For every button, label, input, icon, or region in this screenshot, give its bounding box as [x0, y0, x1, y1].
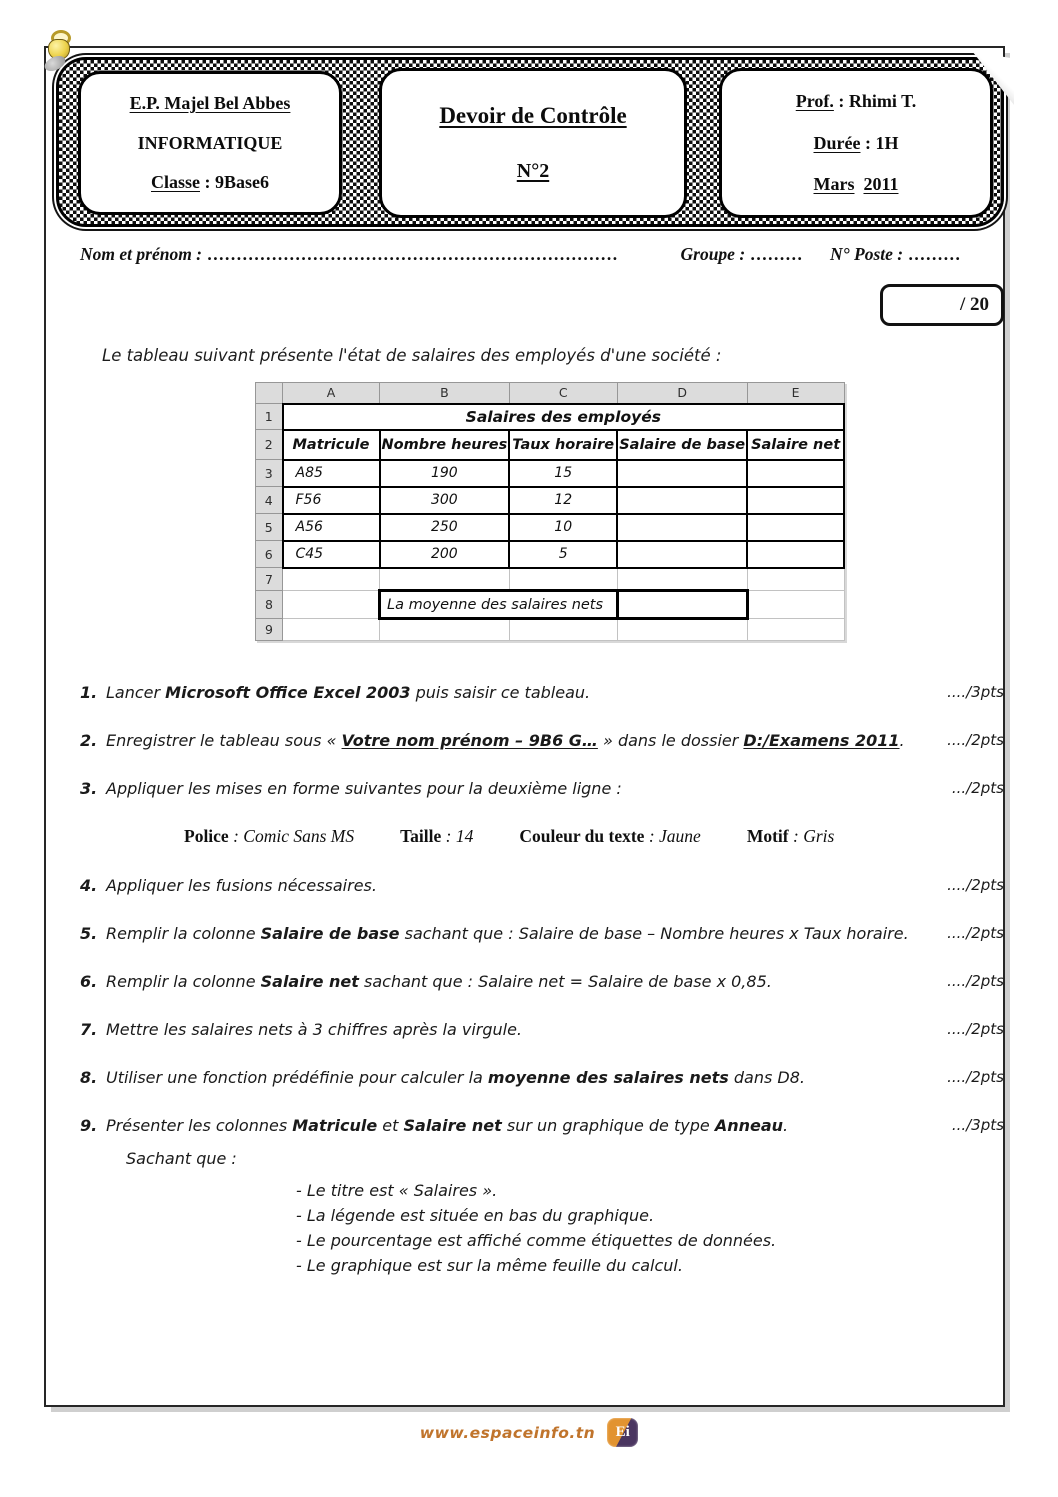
sheet-cell: 300 [380, 487, 510, 514]
sheet-cell [747, 514, 844, 541]
question-item [80, 682, 1004, 703]
sachant-items [296, 1178, 1004, 1278]
sheet-cell [747, 487, 844, 514]
question-points: ..../2pts [947, 731, 1004, 749]
column-header-row [256, 383, 845, 404]
question-text: Utiliser une fonction prédéfinie pour calculer la moyenne des salaires nets dans D8. [106, 1068, 806, 1087]
questions-list [80, 682, 1004, 1278]
question-text: Appliquer les fusions nécessaires. [106, 876, 377, 895]
column-header: A [283, 383, 380, 404]
sheet-header-cell: Taux horaire [509, 430, 617, 460]
sheet-cell [747, 460, 844, 487]
school-box [78, 71, 342, 215]
sheet-cell: 250 [380, 514, 510, 541]
date-line: Mars 2011 [813, 173, 899, 194]
sheet-cell [747, 619, 844, 641]
sheet-header-cell: Matricule [283, 430, 380, 460]
row-header: 8 [256, 591, 283, 619]
sheet-header-cell: Nombre heures [380, 430, 510, 460]
sheet-cell: 190 [380, 460, 510, 487]
sheet-cell [747, 568, 844, 591]
sheet-cell [509, 619, 617, 641]
question-item [80, 778, 1004, 799]
sheet-cell [747, 591, 844, 619]
question-points: ..../2pts [947, 1020, 1004, 1038]
column-header: D [617, 383, 747, 404]
question-text: Présenter les colonnes Matricule et Salaire net sur un graphique de type Anneau. [106, 1116, 789, 1135]
sheet-row [256, 460, 845, 487]
sheet-cell: A85 [283, 460, 380, 487]
sheet-cell [617, 460, 747, 487]
intro-text: Le tableau suivant présente l'état de salaires des employés d'une société : [102, 346, 722, 365]
question-text: Mettre les salaires nets à 3 chiffres après la virgule. [106, 1020, 523, 1039]
sheet-row [256, 430, 845, 460]
sheet-title-cell: Salaires des employés [283, 404, 845, 430]
question-number: 7. [80, 1020, 98, 1039]
exam-number: N°2 [516, 160, 550, 183]
question-points: .../3pts [951, 1116, 1004, 1134]
sachant-item: - La légende est située en bas du graphique. [296, 1206, 655, 1225]
format-specs [184, 826, 1004, 847]
sheet-row [256, 541, 845, 568]
sachant-item: - Le graphique est sur la même feuille du calcul. [296, 1256, 683, 1275]
sheet-cell [617, 514, 747, 541]
sheet-row [256, 568, 845, 591]
question-item [80, 730, 1004, 751]
school-subject: INFORMATIQUE [137, 132, 283, 153]
exam-title: Devoir de Contrôle [439, 102, 627, 128]
espaceinfo-logo-icon: Ei [607, 1418, 638, 1447]
school-name: E.P. Majel Bel Abbes [129, 92, 291, 113]
sheet-row [256, 514, 845, 541]
question-points: ..../2pts [947, 924, 1004, 942]
question-text: Remplir la colonne Salaire de base sachant que : Salaire de base – Nombre heures x Taux horaire. [106, 924, 909, 943]
question-number: 6. [80, 972, 98, 991]
sheet-cell [283, 591, 380, 619]
question-number: 1. [80, 683, 98, 702]
question-item [80, 1115, 1004, 1136]
question-number: 9. [80, 1116, 98, 1135]
sheet-cell: 5 [509, 541, 617, 568]
average-value-cell [617, 591, 747, 619]
row-header: 9 [256, 619, 283, 641]
format-spec: Motif : Gris [746, 826, 835, 846]
question-text: Appliquer les mises en forme suivantes pour la deuxième ligne : [106, 779, 622, 798]
sheet-cell: C45 [283, 541, 380, 568]
exam-title-box [379, 68, 687, 218]
sheet-cell [380, 619, 510, 641]
sachant-item: - Le titre est « Salaires ». [296, 1181, 498, 1200]
header-frame [56, 57, 1004, 227]
post-dots: ......... [909, 244, 962, 264]
sachant-intro: Sachant que : [126, 1149, 237, 1168]
question-item [80, 923, 1004, 944]
name-label: Nom et prénom : [80, 244, 203, 264]
sheet-cell [617, 541, 747, 568]
row-header: 7 [256, 568, 283, 591]
format-spec: Taille : 14 [400, 826, 474, 846]
prof-line: Prof. : Rhimi T. [795, 91, 917, 112]
question-text: Enregistrer le tableau sous « Votre nom prénom – 9B6 G… » dans le dossier D:/Examens 2011. [106, 731, 905, 750]
question-points: ..../2pts [947, 972, 1004, 990]
sheet-header-cell: Salaire de base [617, 430, 747, 460]
column-header: B [380, 383, 510, 404]
sheet-cell: F56 [283, 487, 380, 514]
row-header: 5 [256, 514, 283, 541]
question-number: 2. [80, 731, 98, 750]
question-points: ..../3pts [947, 683, 1004, 701]
sheet-cell: 12 [509, 487, 617, 514]
question-item [80, 971, 1004, 992]
format-spec: Couleur du texte : Jaune [519, 826, 701, 846]
sheet-header-cell: Salaire net [747, 430, 844, 460]
score-value: / 20 [959, 294, 989, 315]
question-number: 8. [80, 1068, 98, 1087]
sheet-row [256, 591, 845, 619]
sheet-cell [283, 568, 380, 591]
sheet-cell [283, 619, 380, 641]
sheet-cell [617, 487, 747, 514]
row-header: 3 [256, 460, 283, 487]
question-text: Remplir la colonne Salaire net sachant que : Salaire net = Salaire de base x 0,85. [106, 972, 772, 991]
exam-page [44, 46, 1005, 1407]
question-points: ..../2pts [947, 876, 1004, 894]
row-header: 2 [256, 430, 283, 460]
column-header: E [747, 383, 844, 404]
sheet-row [256, 487, 845, 514]
score-box [880, 284, 1004, 326]
footer [0, 1418, 1058, 1447]
sheet-row [256, 619, 845, 641]
sheet-cell: A56 [283, 514, 380, 541]
row-header: 6 [256, 541, 283, 568]
sheet-cell: 15 [509, 460, 617, 487]
sheet-cell [617, 619, 747, 641]
group-dots: ......... [751, 244, 805, 264]
sheet-cell [509, 568, 617, 591]
school-class: Classe : 9Base6 [151, 172, 269, 193]
average-label-cell: La moyenne des salaires nets [380, 591, 618, 619]
question-item [80, 1019, 1004, 1040]
question-number: 5. [80, 924, 98, 943]
question-item [80, 875, 1004, 896]
format-spec: Police : Comic Sans MS [184, 826, 355, 846]
post-label: N° Poste : [830, 244, 904, 264]
question-points: .../2pts [951, 779, 1004, 797]
exam-info-box [719, 68, 993, 218]
sheet-cell [380, 568, 510, 591]
sachant-item: - Le pourcentage est affiché comme étiquettes de données. [296, 1231, 777, 1250]
identity-row [80, 244, 962, 265]
footer-url: www.espaceinfo.tn [419, 1423, 596, 1442]
group-label: Groupe : [680, 244, 746, 264]
question-points: ..../2pts [947, 1068, 1004, 1086]
spreadsheet-table [255, 382, 845, 641]
name-dots: ...................................................................... [208, 244, 620, 264]
duration-line: Durée : 1H [813, 132, 899, 153]
sheet-cell: 10 [509, 514, 617, 541]
sheet-corner-cell [256, 383, 283, 404]
row-header: 4 [256, 487, 283, 514]
sachant-block [126, 1149, 1004, 1278]
sheet-cell [617, 568, 747, 591]
sheet-cell [747, 541, 844, 568]
question-number: 3. [80, 779, 98, 798]
sheet-cell: 200 [380, 541, 510, 568]
question-item [80, 1067, 1004, 1088]
sheet-row [256, 404, 845, 430]
column-header: C [509, 383, 617, 404]
row-header: 1 [256, 404, 283, 430]
pushpin-icon [42, 30, 76, 78]
question-text: Lancer Microsoft Office Excel 2003 puis saisir ce tableau. [106, 683, 591, 702]
question-number: 4. [80, 876, 98, 895]
